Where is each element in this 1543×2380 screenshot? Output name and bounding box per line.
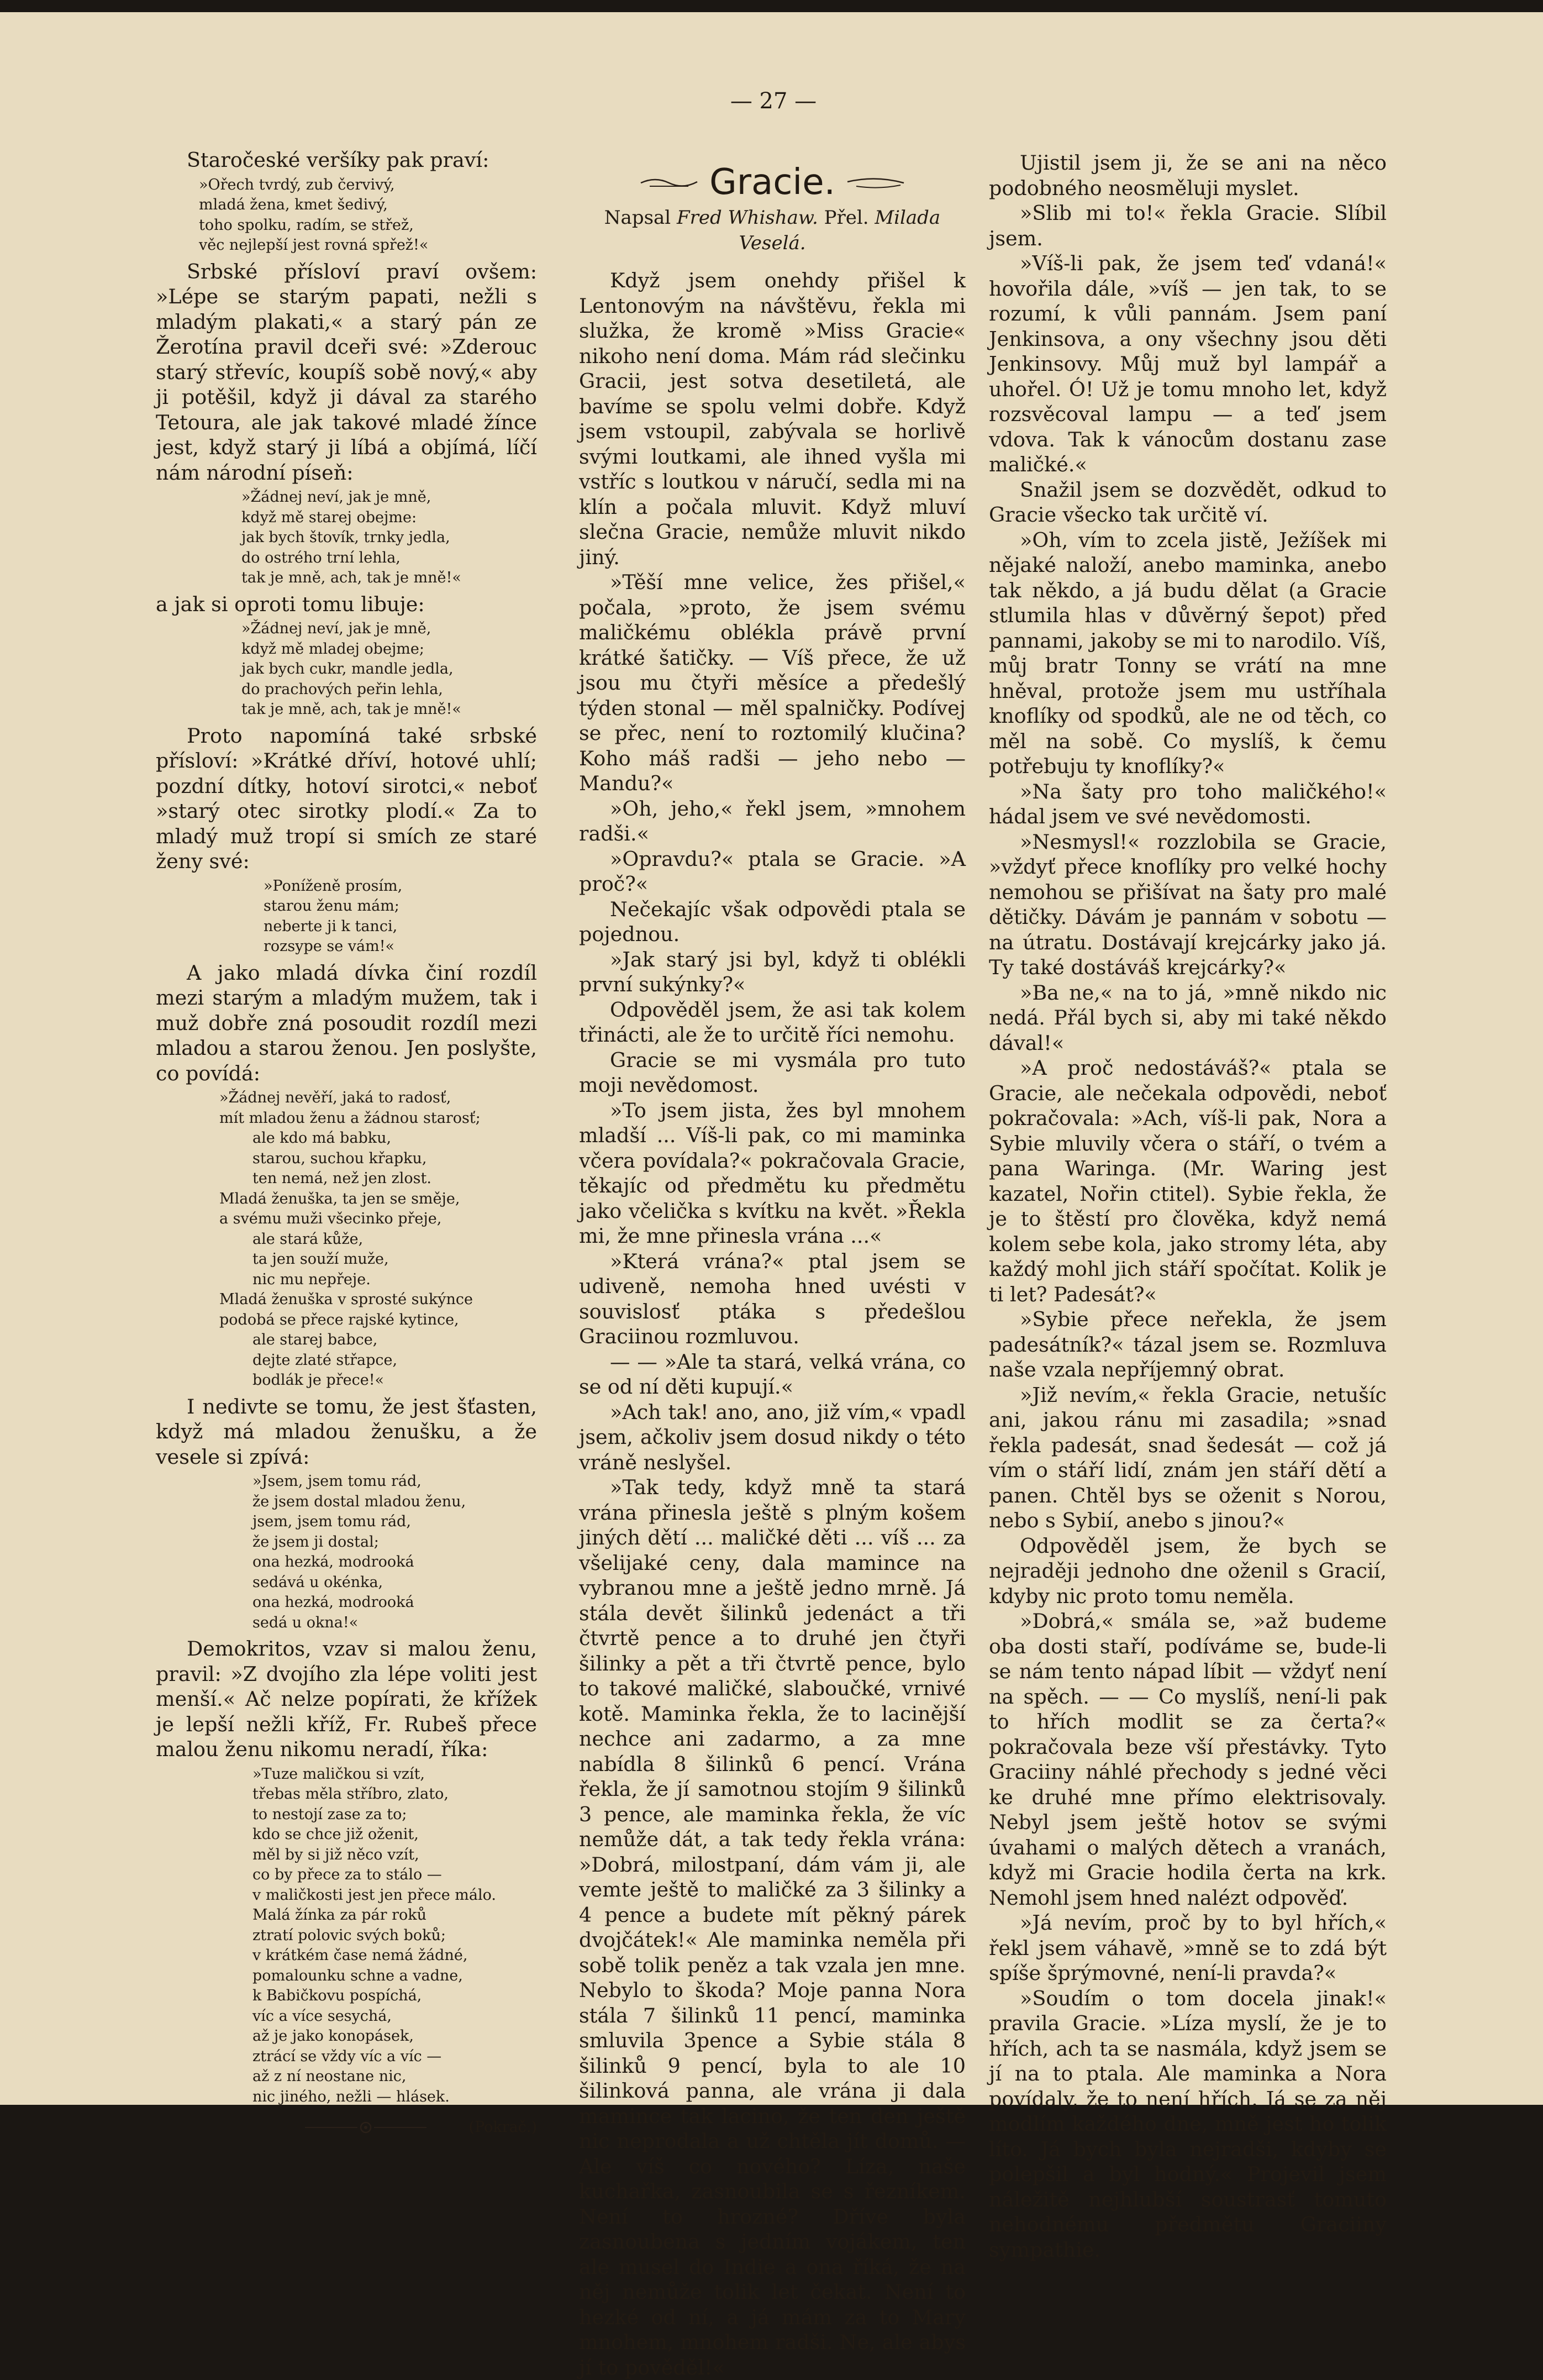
paragraph: Staročeské veršíky pak praví: <box>187 148 489 172</box>
article-footer <box>156 2115 537 2140</box>
verse-line: sedá u okna!« <box>252 1614 359 1631</box>
paragraph: »Jak starý jsi byl, když ti oblékli první sukýnky?« <box>579 947 966 996</box>
article-header <box>579 161 966 256</box>
verse-line: co by přece za to stálo — <box>252 1866 442 1883</box>
paragraph: Snažil jsem se dozvědět, odkud to Gracie všecko tak určitě ví. <box>989 477 1387 527</box>
paragraph: Demokritos, vzav si malou ženu, pravil: »Z dvojího zla lépe voliti jest menší.« Ač nelze popírati, že křížek je lepší nežli kříž, Fr. Rubeš přece malou ženu nikomu neradí, říka: <box>156 1637 537 1761</box>
verse-line: Mladá ženuška v sprosté sukýnce <box>219 1291 473 1308</box>
verse-line: do prachových peřin lehla, <box>241 680 443 698</box>
verse-line: to nestojí zase za to; <box>252 1805 407 1823</box>
verse-line: Malá žínka za pár roků <box>252 1906 427 1924</box>
verse-block <box>199 175 537 256</box>
paragraph: »Ach tak! ano, ano, již vím,« vpadl jsem, ačkoliv jsem dosud nikdy o této vráně neslyšel. <box>579 1400 966 1474</box>
paragraph: »Dobrá,« smála se, »až budeme oba dosti staří, podíváme se, bude-li se nám tento nápad líbit — vždyť není na spěch. — — Co myslíš, není-li pak to hřích modlit se za čerta?« pokračovala beze vší přestávky. Tyto Graciiny náhlé přechody s jedné věci ke druhé mne přímo elektrisovaly. Nebyl jsem ještě hotov se svými úvahami o malých dětech a vranách, když mi Gracie hodila čerta na krk. Nemohl jsem hned nalézt odpověď. <box>989 1609 1387 1910</box>
verse-line: ale starej babce, <box>252 1331 378 1348</box>
paragraph: a jak si oproti tomu libuje: <box>156 592 425 616</box>
paragraph: »Těší mne velice, žes přišel,« počala, »proto, že jsem svému maličkému oblékla právě první krátké šatičky. — Víš přece, že už jsou mu čtyři měsíce a předešlý týden stonal — měl spalničky. Podívej se přec, není to roztomilý klučina? Koho máš radši — jeho nebo — Mandu?« <box>579 570 966 795</box>
verse-line: tak je mně, ach, tak je mně!« <box>241 569 461 586</box>
paragraph: I nedivte se tomu, že jest šťasten, když má mladou ženušku, a že vesele si zpívá: <box>156 1394 537 1469</box>
verse-line: rozsype se vám!« <box>264 938 395 955</box>
verse-line: neberte ji k tanci, <box>264 917 398 935</box>
verse-line: starou, suchou křapku, <box>252 1149 427 1167</box>
verse-block <box>219 1088 537 1391</box>
verse-line: když mě mladej obejme; <box>241 640 424 658</box>
article-title: Gracie. <box>709 162 835 203</box>
verse-line: třebas měla stříbro, zlato, <box>252 1785 449 1803</box>
paragraph: »Opravdu?« ptala se Gracie. »A proč?« <box>579 847 966 896</box>
paragraph: »Sybie přece neřekla, že jsem padesátník?« tázal jsem se. Rozmluva naše vzala nepříjemný obrat. <box>989 1307 1387 1381</box>
verse-line: že jsem ji dostal; <box>252 1533 379 1551</box>
verse-line: ta jen souží muže, <box>252 1251 389 1268</box>
paragraph: Odpověděl jsem, že bych se nejraději jednoho dne oženil s Gracií, kdyby nic proto tomu neměla. <box>989 1533 1387 1608</box>
verse-line: že jsem dostal mladou ženu, <box>252 1493 466 1510</box>
byline <box>579 206 966 256</box>
paragraph: Proto napomíná také srbské přísloví: »Krátké dříví, hotové uhlí; pozdní dítky, hotoví sirotci,« neboť »starý otec sirotky plodí.« Za to mladý muž tropí si smích ze staré ženy své: <box>156 723 537 873</box>
verse-line: ona hezká, modrooká <box>252 1594 414 1611</box>
verse-line: nic mu nepřeje. <box>252 1270 371 1288</box>
verse-line: jak bych štovík, trnky jedla, <box>241 529 450 546</box>
verse-line: »Jsem, jsem tomu rád, <box>252 1473 422 1490</box>
continued-note: (Pokrač.) <box>468 2119 537 2136</box>
verse-line: pomalounku schne a vadne, <box>252 1967 463 1984</box>
verse-line: věc nejlepší jest rovná spřež!« <box>199 237 429 254</box>
translator-name: Milada Veselá. <box>739 207 941 254</box>
verse-line: »Žádnej nevěří, jaká to radosť, <box>219 1089 451 1106</box>
verse-line: toho spolku, radím, se střež, <box>199 216 414 234</box>
verse-line: jsem, jsem tomu rád, <box>252 1513 411 1530</box>
verse-line: ten nemá, než jen zlost. <box>252 1170 431 1187</box>
verse-line: ale stará kůže, <box>252 1230 364 1248</box>
verse-line: ona hezká, modrooká <box>252 1553 414 1570</box>
verse-block <box>252 1764 537 2108</box>
verse-line: v krátkém čase nemá žádné, <box>252 1947 468 1964</box>
paragraph: »Oh, vím to zcela jistě, Ježíšek mi nějaké naloží, anebo maminka, anebo tak někdo, a já budu dělat (a Gracie stlumila hlas v důvěrný šepot) před pannami, jakoby se mi to narodilo. Víš, můj bratr Tonny se vrátí na mne hněval, protože jsem mu ustříhala knoflíky od spodků, ale ne od těch, co měl na sobě. Co myslíš, k čemu potřebuju ty knoflíky?« <box>989 528 1387 778</box>
paragraph: Nečekajíc však odpovědi ptala se pojednou. <box>579 897 966 946</box>
verse-line: »Žádnej neví, jak je mně, <box>241 620 431 637</box>
verse-line: »Tuze maličkou si vzít, <box>252 1765 425 1783</box>
paragraph: »Tak tedy, když mně ta stará vrána přinesla ještě s plným košem jiných dětí ... maličké děti ... víš ... za všelijaké ceny, dala mamince na vybranou mne a ještě jedno mrně. Já stála devět šilinků jedenáct a tři čtvrtě pence a to druhé jen čtyři šilinky a pět a tři čtvrtě pence, bylo to takové maličké, slaboučké, vrnivé kotě. Maminka řekla, že to lacinější nechce ani zadarmo, a za mne nabídla 8 šilinků 6 pencí. Vrána řekla, že jí samotnou stojím 9 šilinků 3 pence, ale maminka řekla, že víc nemůže dát, a tak tedy řekla vrána: »Dobrá, milostpaní, dám vám ji, ale vemte ještě to maličké za 3 šilinky a 4 pence a budete mít pěkný párek dvojčátek!« Ale maminka neměla při sobě tolik peněz a tak vzala jen mne. Nebylo to škoda? Moje panna Nora stála 7 šilinků 11 pencí, maminka smluvila 3pence a Sybie stála 8 šilinků 9 pencí, byla to ale 10 šilinková panna, ale vrána ji dala mamince tak lacino, že ten den ještě nic neprodala a už chtěla jít domů. — Ale víš co nového? Líza, naše kuchařka, zasnoubila se s řezníkem. Není to hrozné? Dříve byla zasnoubena s jedním vojákem, ten ale musel do Indie a ona říká, že na něj nemůže tolik let čekat. Není to hezké od ní, a já mám za to Mary mnohem, mnohem radši. Ne, ale abys jí to pověděl!« <box>579 1475 966 2379</box>
verse-line: ale kdo má babku, <box>252 1129 392 1147</box>
byline-prefix: Napsal <box>604 207 671 229</box>
paragraph: »Nesmysl!« rozzlobila se Gracie, »vždyť přece knoflíky pro velké hochy nemohou se přišívat na šaty pro malé dětičky. Dávám je pannám v sobotu — na útratu. Dostávají krejcárky jako já. Ty také dostáváš krejcárky?« <box>989 829 1387 979</box>
verse-line: starou ženu mám; <box>264 897 399 915</box>
verse-block <box>241 487 537 589</box>
verse-line: sedává u okénka, <box>252 1573 383 1591</box>
paragraph: »A proč nedostáváš?« ptala se Gracie, ale nečekala odpovědi, neboť pokračovala: »Ach, víš-li pak, Nora a Sybie mluvily včera o stáří, o tvém a pana Waringa. (Mr. Waring jest kazatel, Nořin ctitel). Sybie řekla, že je to štěstí pro člověka, když nemá kolem sebe kola, jako stromy léta, aby každý mohl jich stáří spočítat. Kolik je ti let? Padesát?« <box>989 1056 1387 1306</box>
verse-line: Mladá ženuška, ta jen se směje, <box>219 1190 460 1207</box>
paragraph: A jako mladá dívka činí rozdíl mezi starým a mladým mužem, tak i muž dobře zná posoudit rozdíl mezi mladou a starou ženou. Jen poslyšte, co povídá: <box>156 960 537 1085</box>
verse-line: kdo se chce již oženit, <box>252 1826 419 1843</box>
paragraph: »Na šaty pro toho maličkého!« hádal jsem ve své nevědomosti. <box>989 779 1387 828</box>
paragraph: »Soudím o tom docela jinak!« pravila Gracie. »Líza myslí, že je to hřích, ach ta se nasmála, když jsem se jí na to ptala. Ale maminka a Nora povídaly, že to není hřích. Já se za něj modlím každého dne, mně jest ho tolik líto. Já bych byla nejradši, kdyby se polepšil a byl hodný.« Projevil jsem náležitě nejhlubší soustrasť tomuto nehodnému předmětu Graciiny sympathie. <box>989 1986 1387 2262</box>
paragraph: Gracie se mi vysmála pro tuto moji nevědomost. <box>579 1048 966 1097</box>
paragraph: Odpověděl jsem, že asi tak kolem třinácti, ale že to určitě říci nemohu. <box>579 997 966 1047</box>
verse-line: ztrácí se vždy víc a víc — <box>252 2047 442 2065</box>
verse-line: »Žádnej neví, jak je mně, <box>241 488 431 506</box>
verse-line: k Babičkovu pospíchá, <box>252 1987 422 2004</box>
column-right <box>989 150 1387 2262</box>
paragraph: Ujistil jsem ji, že se ani na něco podobného neosměluji myslet. <box>989 151 1387 200</box>
title-ornament-right-icon <box>845 174 906 191</box>
verse-block <box>252 1472 537 1633</box>
verse-line: mít mladou ženu a žádnou starosť; <box>219 1109 481 1127</box>
author-name: Fred Whishaw. <box>677 207 818 229</box>
verse-line: do ostrého trní lehla, <box>241 549 401 566</box>
paragraph: »Víš-li pak, že jsem teď vdaná!« hovořila dále, »víš — jen tak, to se rozumí, k vůli pannám. Jsem paní Jenkinsova, a ony všechny jsou děti Jenkinsovy. Můj muž byl lampář a uhořel. Ó! Už je tomu mnoho let, když rozsvěcoval lampu — a teď jsem vdova. Tak k vánocům dostanu zase maličké.« <box>989 251 1387 476</box>
paragraph: »Slib mi to!« řekla Gracie. Slíbil jsem. <box>989 201 1387 250</box>
paragraph: »Již nevím,« řekla Gracie, netušíc ani, jakou ránu mi zasadila; »snad řekla padesát, snad šedesát — což já vím o stáří lidí, znám jen stáří dětí a panen. Chtěl bys se oženit s Norou, nebo s Sybií, anebo s jinou?« <box>989 1383 1387 1532</box>
verse-line: nic jiného, nežli — hlásek. <box>252 2088 450 2105</box>
paragraph: Když jsem onehdy přišel k Lentonovým na návštěvu, řekla mi služka, že kromě »Miss Gracie« nikoho není doma. Mám rád slečinku Gracii, jest sotva desetiletá, ale bavíme se spolu velmi dobře. Když jsem vstoupil, zabývala se horlivě svými loutkami, ale ihned vyšla mi vstříc s loutkou v náručí, sedla mi na klín a počala mluvit. Když mluví slečna Gracie, nemůže mluvit nikdo jiný. <box>579 269 966 569</box>
paragraph: »Která vrána?« ptal jsem se udiveně, nemoha hned uvésti v souvislosť ptáka s předešlou Graciinou rozmluvou. <box>579 1249 966 1348</box>
verse-line: až je jako konopásek, <box>252 2027 414 2045</box>
verse-line: »Poníženě prosím, <box>264 877 403 895</box>
verse-line: až z ní neostane nic, <box>252 2068 407 2085</box>
title-ornament-left-icon <box>639 174 699 191</box>
verse-line: když mě starej obejme: <box>241 508 417 526</box>
verse-line: ztratí polovic svých boků; <box>252 1926 446 1944</box>
verse-line: podobá se přece rajské kytince, <box>219 1311 459 1328</box>
verse-line: měl by si již něco vzít, <box>252 1846 419 1863</box>
paragraph: »Ba ne,« na to já, »mně nikdo nic nedá. Přál bych si, aby mi také někdo dával!« <box>989 980 1387 1055</box>
paragraph: »Oh, jeho,« řekl jsem, »mnohem radši.« <box>579 796 966 845</box>
page-number: — 27 — <box>730 88 817 114</box>
paragraph: »To jsem jista, žes byl mnohem mladší ... Víš-li pak, co mi maminka včera povídala?« pokračovala Gracie, těkajíc od předmětu ku předmětu jako včelička s kvítku na květ. »Řekla mi, že mne přinesla vrána ...« <box>579 1098 966 1248</box>
verse-block <box>241 619 537 720</box>
verse-line: »Ořech tvrdý, zub červivý, <box>199 176 395 193</box>
paragraph: — — »Ale ta stará, velká vrána, co se od ní děti kupují.« <box>579 1349 966 1399</box>
verse-line: dejte zlaté střapce, <box>252 1351 398 1369</box>
verse-line: víc a více sesychá, <box>252 2007 392 2025</box>
newspaper-page <box>0 12 1543 2379</box>
column-middle <box>579 161 966 2380</box>
verse-line: bodlák je přece!« <box>252 1372 385 1389</box>
verse-line: jak bych cukr, mandle jedla, <box>241 660 454 677</box>
verse-line: tak je mně, ach, tak je mně!« <box>241 701 461 718</box>
verse-line: a svému muži všecinko přeje, <box>219 1210 442 1227</box>
ornament-divider-icon <box>305 2120 426 2135</box>
verse-line: v maličkosti jest jen přece málo. <box>252 1886 496 1904</box>
verse-line: mladá žena, kmet šedivý, <box>199 196 388 213</box>
paragraph: »Já nevím, proč by to byl hřích,« řekl jsem váhavě, »mně se to zdá být spíše šprýmovné, není-li pravda?« <box>989 1911 1387 1985</box>
paragraph: Srbské přísloví praví ovšem: »Lépe se starým papati, nežli s mladým plakati,« a starý pán ze Žerotína pravil dceři své: »Zderouc starý střevíc, koupíš sobě nový,« aby ji potěšil, když ji dával za starého Tetoura, ale jak takové mladé žínce jest, když starý ji líbá a objímá, líčí nám národní píseň: <box>156 259 537 485</box>
column-left <box>156 148 537 2140</box>
byline-mid: Přel. <box>824 207 869 229</box>
verse-block <box>264 876 537 957</box>
